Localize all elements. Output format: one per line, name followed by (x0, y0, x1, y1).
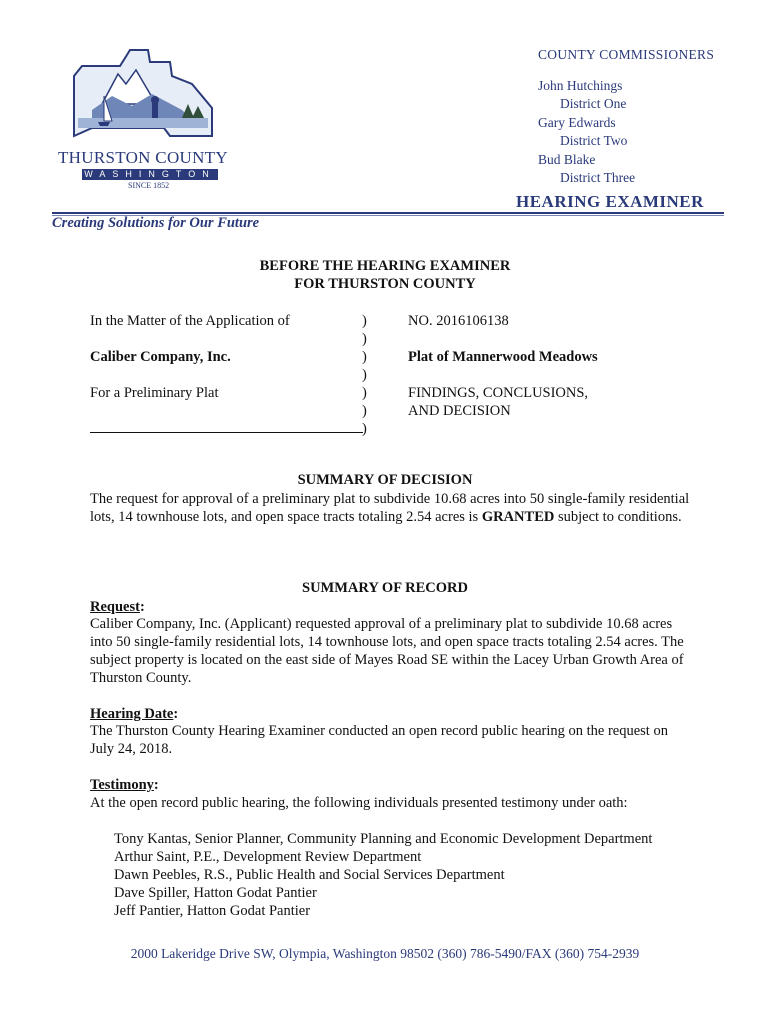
caption-matter: In the Matter of the Application of (90, 313, 290, 329)
tagline: Creating Solutions for Our Future (52, 215, 260, 231)
caption-paren: ) (362, 421, 367, 437)
commissioner-name: Gary Edwards (538, 114, 616, 130)
list-item: Tony Kantas, Senior Planner, Community Planning and Economic Development Department (114, 831, 653, 847)
caption-purpose: For a Preliminary Plat (90, 385, 219, 401)
commissioner-name: John Hutchings (538, 77, 623, 93)
list-item: Dawn Peebles, R.S., Public Health and Social Services Department (114, 867, 505, 883)
summary-record-title: SUMMARY OF RECORD (302, 580, 468, 596)
commissioner-district: District One (560, 96, 627, 111)
testimony-heading: Testimony: (90, 777, 159, 793)
caption-paren: ) (362, 403, 367, 419)
request-text: Caliber Company, Inc. (Applicant) requested approval of a preliminary plat to subdivide 10.68 acres into 50 single-family residential lots, 14 townhouse lots, and open space tracts totaling 2.54 acres. The subject property is located on the east side of Mayes Road SE within the Lacey Urban Growth Area of Thurston County. (90, 616, 684, 686)
heading-line-1: BEFORE THE HEARING EXAMINER (259, 258, 511, 274)
county-name: THURSTON COUNTY (58, 148, 228, 167)
caption-paren: ) (362, 331, 367, 347)
caption-applicant: Caliber Company, Inc. (90, 349, 231, 365)
summary-decision-text: The request for approval of a preliminary plat to subdivide 10.68 acres into 50 single-family residential lots, 14 townhouse lots, and open space tracts totaling 2.54 acres is GRANTED subject to conditions. (90, 491, 690, 525)
caption-paren: ) (362, 385, 367, 401)
project-name: Plat of Mannerwood Meadows (408, 349, 598, 365)
footer-address: 2000 Lakeridge Drive SW, Olympia, Washington 98502 (360) 786-5490/FAX (360) 754-2939 (130, 946, 640, 961)
commissioners-header: COUNTY COMMISSIONERS (538, 47, 715, 62)
list-item: Dave Spiller, Hatton Godat Pantier (114, 885, 317, 901)
testimony-text: At the open record public hearing, the following individuals presented testimony under oath: (90, 795, 628, 811)
commissioner-district: District Three (560, 170, 636, 185)
office-title: HEARING EXAMINER (516, 192, 704, 211)
heading-line-2: FOR THURSTON COUNTY (294, 276, 476, 292)
list-item: Arthur Saint, P.E., Development Review Department (114, 849, 422, 865)
hearing-date-heading: Hearing Date: (90, 706, 179, 722)
request-heading: Request: (90, 599, 145, 615)
summary-decision-title: SUMMARY OF DECISION (297, 472, 473, 488)
state-banner: WASHINGTON (82, 169, 218, 180)
list-item: Jeff Pantier, Hatton Godat Pantier (114, 903, 311, 919)
letterhead-rule (52, 212, 724, 214)
decision-granted: GRANTED (481, 509, 555, 525)
doc-type-line-1: FINDINGS, CONCLUSIONS, (408, 385, 589, 401)
case-number: NO. 2016106138 (408, 313, 509, 329)
caption-underline (90, 432, 363, 433)
caption-paren: ) (362, 367, 367, 383)
hearing-date-text: The Thurston County Hearing Examiner conducted an open record public hearing on the request on July 24, 2018. (90, 723, 668, 757)
doc-type-line-2: AND DECISION (408, 403, 511, 419)
since-year: SINCE 1852 (128, 181, 170, 190)
commissioner-district: District Two (560, 133, 628, 148)
caption-paren: ) (362, 349, 367, 365)
witness-list (114, 830, 652, 920)
commissioners-block (538, 46, 714, 188)
commissioner-name: Bud Blake (538, 151, 596, 167)
caption-paren: ) (362, 313, 367, 329)
